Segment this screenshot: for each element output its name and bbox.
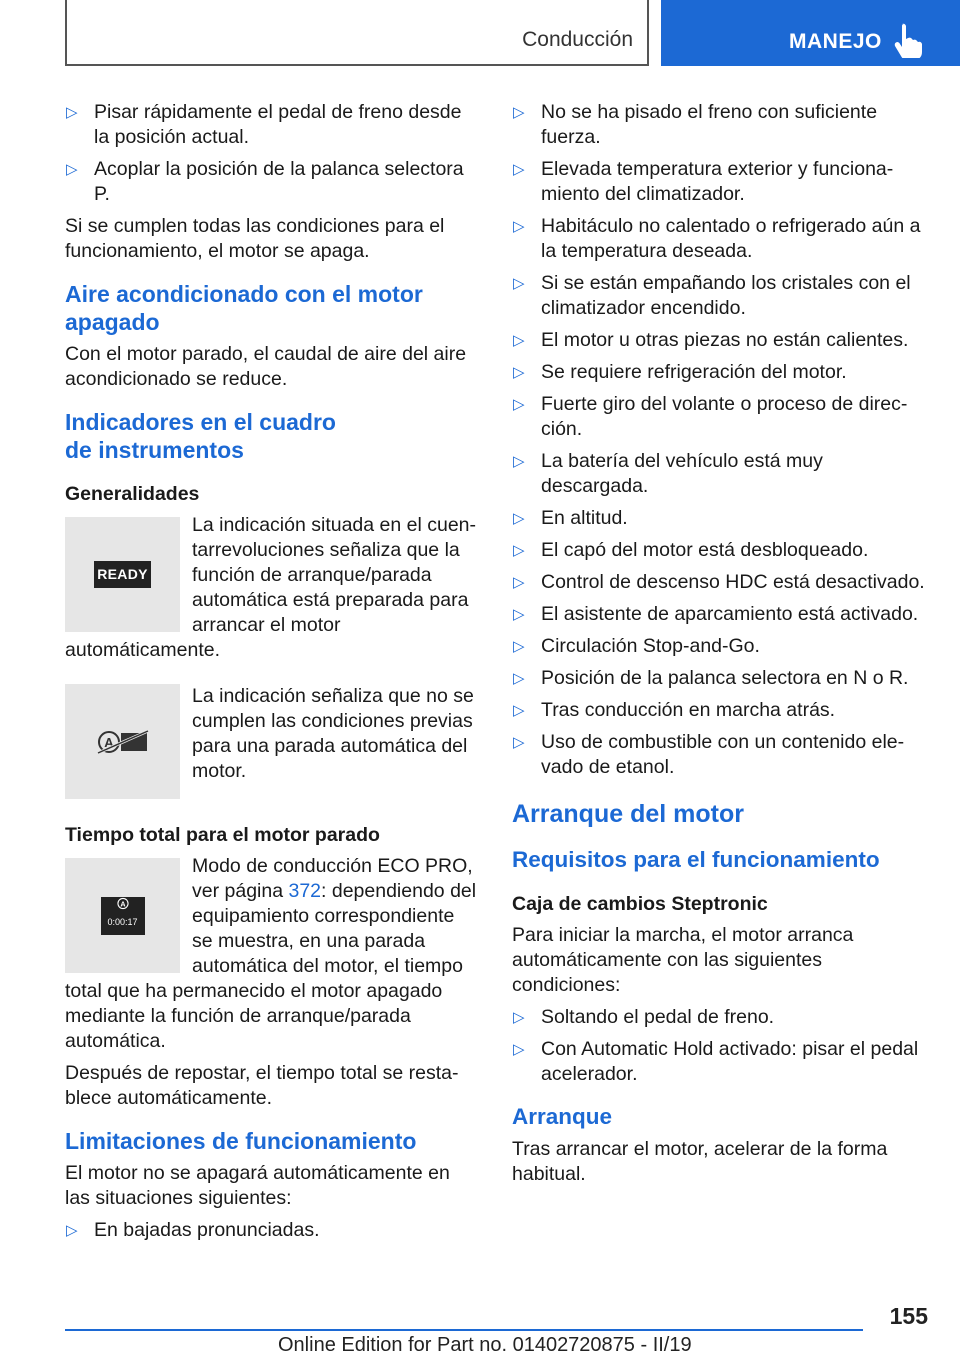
list-item: ▷ Circulación Stop-and-Go. [513, 635, 760, 657]
page-link[interactable]: 372 [288, 880, 322, 902]
list-item: ▷ Se requiere refrigeración del motor. [513, 361, 847, 383]
list-item: ▷ En bajadas pronunciadas. [66, 1219, 320, 1241]
left-column [65, 100, 480, 1250]
list-item: ▷ Con Automatic Hold activado: pisar el pedal acelerador. [513, 1038, 919, 1085]
list-item: ▷ Control de descenso HDC está desactivado. [513, 571, 925, 593]
paragraph: El motor no se apagará automáticamente en las situaciones siguientes: [65, 1162, 450, 1209]
page-number: 155 [889, 1303, 928, 1329]
triangle-bullet-icon: ▷ [513, 1041, 525, 1058]
footer-divider [65, 1329, 863, 1331]
list-item: ▷ La batería del vehículo está muy descargada. [513, 450, 823, 497]
triangle-bullet-icon: ▷ [513, 453, 525, 470]
heading-arranque-motor: Arranque del motor [512, 800, 744, 828]
triangle-bullet-icon: ▷ [513, 702, 525, 719]
triangle-bullet-icon: ▷ [513, 275, 525, 292]
triangle-bullet-icon: ▷ [513, 161, 525, 178]
list-item: ▷ No se ha pisado el freno con suficiente fuerza. [513, 101, 878, 148]
section-tab[interactable] [65, 0, 649, 66]
svg-text:A: A [119, 898, 126, 908]
triangle-bullet-icon: ▷ [513, 574, 525, 591]
limitations-list [512, 100, 932, 780]
paragraph: Si se cumplen todas las condiciones para el funcionamiento, el motor se apaga. [65, 215, 445, 262]
triangle-bullet-icon: ▷ [513, 332, 525, 349]
section-tab-label: Conducción [522, 28, 633, 51]
list-item: ▷ Pisar rápidamente el pedal de freno desde la posición actual. [66, 101, 462, 148]
paragraph: Para iniciar la marcha, el motor arranca automáticamente con las siguientes condiciones: [512, 924, 854, 996]
heading-limitaciones: Limitaciones de funcionamiento [65, 1128, 417, 1154]
triangle-bullet-icon: ▷ [513, 734, 525, 751]
heading-caja-cambios: Caja de cambios Steptronic [512, 893, 768, 915]
list-item: ▷ Posición de la palanca selectora en N o R. [513, 667, 909, 689]
heading-generalidades: Generalidades [65, 483, 200, 505]
chapter-tab-label: MANEJO [789, 30, 882, 53]
paragraph: Modo de conducción ECO PRO, ver página 372: dependiendo del equipamiento correspondiente se muestra, en una parada automática del motor, el tiempo total que ha permanecido el motor apagado mediante la función de arranque/parada automática. [65, 855, 477, 1052]
list-item: ▷ Fuerte giro del volante o proceso de dirección. [513, 393, 908, 440]
paragraph: Tras arrancar el motor, acelerar de la forma habitual. [512, 1138, 888, 1185]
triangle-bullet-icon: ▷ [66, 1222, 78, 1239]
start-stop-indicator-figure [65, 684, 180, 799]
triangle-bullet-icon: ▷ [513, 670, 525, 687]
triangle-bullet-icon: ▷ [513, 364, 525, 381]
heading-indicadores: Indicadores en el cuadro de instrumentos [65, 409, 336, 463]
list-item: ▷ El asistente de aparcamiento está activado. [513, 603, 919, 625]
triangle-bullet-icon: ▷ [66, 161, 78, 178]
list-item: ▷ Habitáculo no calentado o refrigerado aún a la temperatura deseada. [513, 215, 921, 262]
triangle-bullet-icon: ▷ [513, 218, 525, 235]
paragraph: Con el motor parado, el caudal de aire del aire acondicionado se reduce. [65, 343, 467, 390]
paragraph: Después de repostar, el tiempo total se restablece automáticamente. [65, 1062, 459, 1109]
paragraph: La indicación señaliza que no se cumplen las condiciones previas para una parada automática del motor. [192, 685, 474, 782]
list-item: ▷ Acoplar la posición de la palanca selectora P. [66, 158, 464, 205]
list-item: ▷ En altitud. [513, 507, 628, 529]
list-item: ▷ El motor u otras piezas no están calientes. [513, 329, 909, 351]
chapter-tab[interactable] [661, 0, 960, 66]
triangle-bullet-icon: ▷ [513, 396, 525, 413]
ready-badge: READY [94, 561, 151, 588]
list-item: ▷ Tras conducción en marcha atrás. [513, 699, 836, 721]
edition-note: Online Edition for Part no. 01402720875 - II/19 [278, 1334, 692, 1356]
paragraph: La indicación situada en el cuentarrevoluciones señaliza que la función de arranque/parada automática está preparada para arrancar el motor automáticamente. [65, 514, 477, 661]
heading-arranque: Arranque [512, 1104, 613, 1129]
triangle-bullet-icon: ▷ [513, 606, 525, 623]
triangle-bullet-icon: ▷ [513, 638, 525, 655]
page-header [0, 0, 960, 66]
ready-indicator-figure [65, 517, 180, 632]
triangle-bullet-icon: ▷ [513, 542, 525, 559]
timer-indicator-figure [65, 858, 180, 973]
heading-requisitos: Requisitos para el funcionamiento [512, 847, 880, 872]
heading-aire-acondicionado: Aire acondicionado con el motor apagado [65, 281, 423, 335]
heading-tiempo-total: Tiempo total para el motor parado [65, 824, 380, 846]
list-item: ▷ Si se están empañando los cristales con el climatizador encendido. [513, 272, 911, 319]
triangle-bullet-icon: ▷ [66, 104, 78, 121]
auto-start-stop-icon [114, 897, 132, 910]
svg-text:A: A [103, 734, 114, 750]
list-item: ▷ Soltando el pedal de freno. [513, 1006, 775, 1028]
list-item: ▷ Elevada temperatura exterior y funcionamiento del climatizador. [513, 158, 894, 205]
timer-badge: A 0:00:17 [101, 897, 145, 935]
hand-pointer-icon [893, 22, 925, 58]
right-column [512, 100, 932, 1194]
list-item: ▷ El capó del motor está desbloqueado. [513, 539, 869, 561]
triangle-bullet-icon: ▷ [513, 104, 525, 121]
start-stop-disabled-icon [96, 727, 150, 757]
list-item: ▷ Uso de combustible con un contenido elevado de etanol. [513, 731, 905, 778]
triangle-bullet-icon: ▷ [513, 1009, 525, 1026]
triangle-bullet-icon: ▷ [513, 510, 525, 527]
